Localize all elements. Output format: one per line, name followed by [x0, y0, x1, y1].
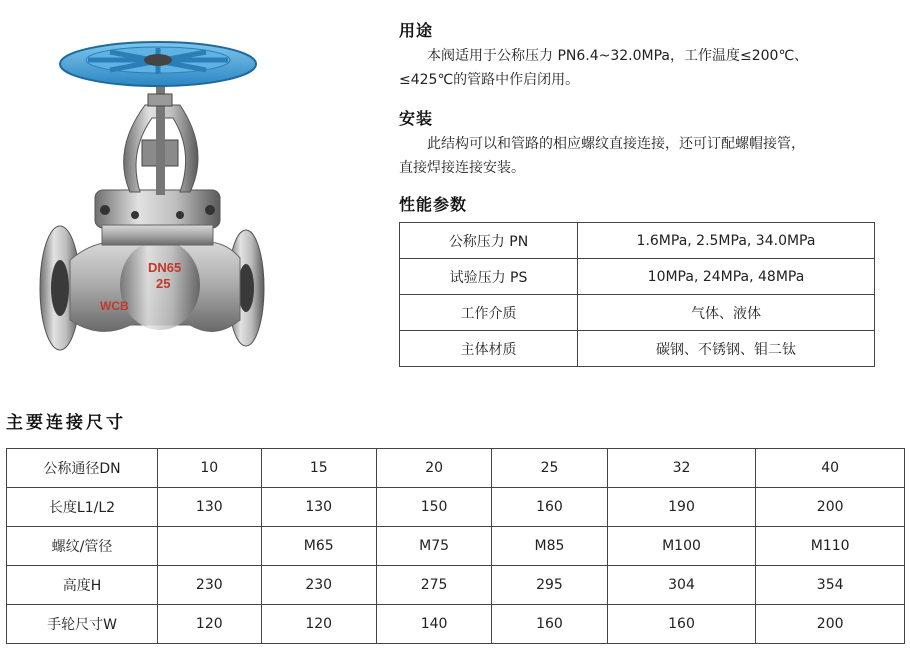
table-row: [7, 488, 905, 527]
table-cell: 230: [158, 566, 262, 605]
table-cell: 140: [376, 605, 491, 644]
table-cell: M65: [261, 527, 376, 566]
valve-marking-material: WCB: [100, 299, 129, 313]
param-value: 气体、液体: [578, 295, 875, 331]
globe-valve-image: [30, 20, 315, 370]
table-row: [7, 605, 905, 644]
table-cell: 120: [261, 605, 376, 644]
table-cell: 10: [158, 449, 262, 488]
table-cell: 295: [492, 566, 607, 605]
param-label: 试验压力 PS: [400, 259, 578, 295]
table-cell: 200: [756, 488, 905, 527]
table-row: [400, 331, 875, 367]
table-row: [400, 223, 875, 259]
install-heading: 安装: [399, 109, 434, 128]
row-label: 手轮尺寸W: [7, 605, 158, 644]
table-cell: 130: [158, 488, 262, 527]
dimensions-table: [6, 448, 905, 644]
usage-text-line2: ≤425℃的管路中作启闭用。: [399, 72, 580, 88]
install-text-line1: 此结构可以和管路的相应螺纹直接连接，还可订配螺帽接管，: [427, 136, 805, 152]
table-row: [400, 259, 875, 295]
table-row: [400, 295, 875, 331]
table-cell: 120: [158, 605, 262, 644]
table-cell: 304: [607, 566, 756, 605]
table-cell: M110: [756, 527, 905, 566]
dimensions-heading: 主要连接尺寸: [6, 413, 126, 433]
table-cell: M85: [492, 527, 607, 566]
param-label: 主体材质: [400, 331, 578, 367]
table-row: [7, 449, 905, 488]
param-value: 1.6MPa, 2.5MPa, 34.0MPa: [578, 223, 875, 259]
table-cell: 160: [492, 605, 607, 644]
param-label: 公称压力 PN: [400, 223, 578, 259]
row-label: 螺纹/管径: [7, 527, 158, 566]
table-cell: 25: [492, 449, 607, 488]
row-label: 高度H: [7, 566, 158, 605]
table-cell: M75: [376, 527, 491, 566]
usage-text-line1: 本阀适用于公称压力 PN6.4~32.0MPa，工作温度≤200℃、: [427, 48, 809, 64]
valve-marking-size: DN65: [148, 260, 182, 275]
table-row: [7, 566, 905, 605]
table-cell: 190: [607, 488, 756, 527]
row-label: 公称通径DN: [7, 449, 158, 488]
handwheel: [60, 42, 256, 86]
row-label: 长度L1/L2: [7, 488, 158, 527]
table-cell: 15: [261, 449, 376, 488]
install-text-line2: 直接焊接连接安装。: [399, 160, 525, 176]
performance-heading: 性能参数: [399, 195, 468, 214]
table-cell: M100: [607, 527, 756, 566]
table-row: [7, 527, 905, 566]
table-cell: 32: [607, 449, 756, 488]
table-cell: 150: [376, 488, 491, 527]
bonnet: [95, 190, 220, 228]
param-value: 碳钢、不锈钢、钼二钛: [578, 331, 875, 367]
table-cell: 200: [756, 605, 905, 644]
table-cell: 20: [376, 449, 491, 488]
table-cell: 160: [492, 488, 607, 527]
param-label: 工作介质: [400, 295, 578, 331]
param-value: 10MPa, 24MPa, 48MPa: [578, 259, 875, 295]
usage-heading: 用途: [399, 21, 434, 40]
table-cell: 130: [261, 488, 376, 527]
table-cell: 275: [376, 566, 491, 605]
performance-table: [399, 222, 875, 367]
table-cell: 160: [607, 605, 756, 644]
table-cell: 40: [756, 449, 905, 488]
table-cell: 354: [756, 566, 905, 605]
table-cell: [158, 527, 262, 566]
table-cell: 230: [261, 566, 376, 605]
valve-marking-pressure: 25: [156, 276, 171, 291]
